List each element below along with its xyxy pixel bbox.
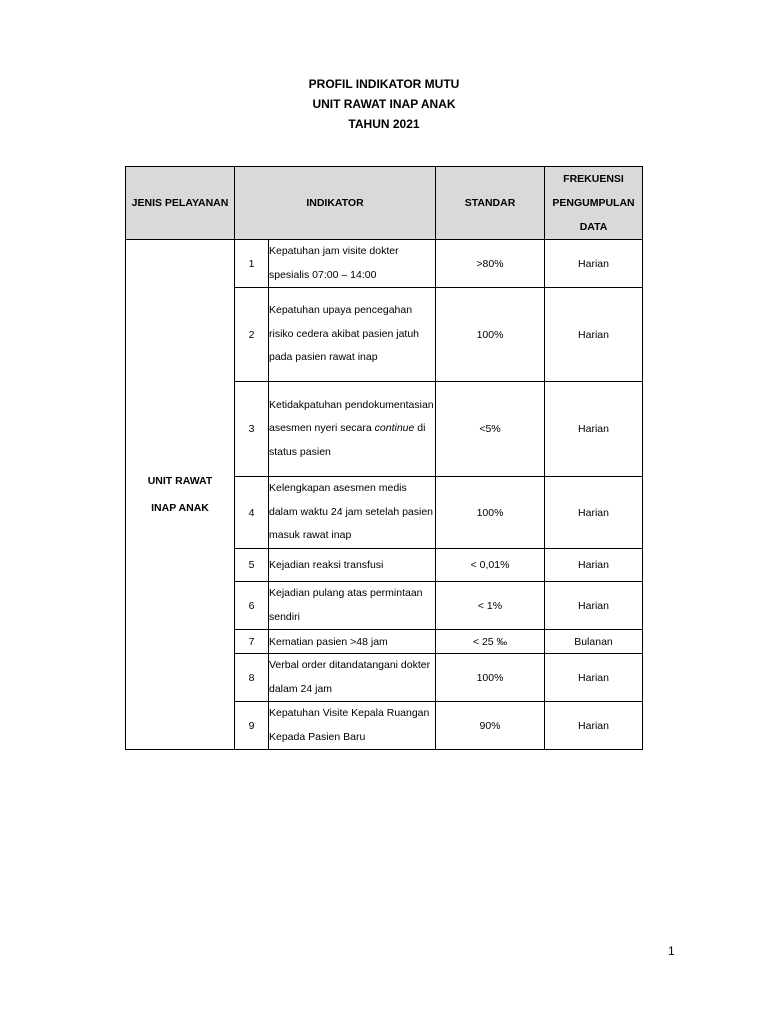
indikator-cell: Kejadian pulang atas permintaan sendiri [269, 582, 436, 630]
title-line-3: TAHUN 2021 [348, 117, 420, 131]
indikator-cell: Kejadian reaksi transfusi [269, 549, 436, 582]
standar-cell: 100% [436, 654, 545, 702]
indicator-table [125, 166, 643, 750]
document-title [0, 74, 768, 134]
title-line-1: PROFIL INDIKATOR MUTU [308, 77, 460, 91]
standar-cell: >80% [436, 240, 545, 288]
indikator-cell: Kelengkapan asesmen medis dalam waktu 24 jam setelah pasien masuk rawat inap [269, 477, 436, 549]
indikator-cell: Kepatuhan Visite Kepala Ruangan Kepada Pasien Baru [269, 702, 436, 750]
row-number: 4 [235, 477, 269, 549]
frekuensi-cell: Harian [545, 549, 643, 582]
frekuensi-cell: Harian [545, 582, 643, 630]
header-jenis-pelayanan: JENIS PELAYANAN [126, 167, 235, 240]
page-number: 1 [668, 944, 675, 958]
standar-cell: 100% [436, 288, 545, 382]
jenis-line-2: INAP ANAK [151, 501, 209, 514]
header-frekuensi-line-1: FREKUENSI [563, 173, 624, 185]
header-frekuensi-line-3: DATA [579, 221, 608, 233]
frekuensi-cell: Harian [545, 240, 643, 288]
indikator-text-italic: continue [374, 422, 415, 435]
row-number: 7 [235, 630, 269, 654]
standar-cell: 90% [436, 702, 545, 750]
indikator-cell: Kepatuhan upaya pencegahan risiko cedera akibat pasien jatuh pada pasien rawat inap [269, 288, 436, 382]
header-indikator: INDIKATOR [235, 167, 436, 240]
indikator-cell: Kepatuhan jam visite dokter spesialis 07:00 – 14:00 [269, 240, 436, 288]
frekuensi-cell: Bulanan [545, 630, 643, 654]
frekuensi-cell: Harian [545, 702, 643, 750]
frekuensi-cell: Harian [545, 654, 643, 702]
indikator-cell [269, 382, 436, 477]
row-number: 9 [235, 702, 269, 750]
indikator-cell: Kematian pasien >48 jam [269, 630, 436, 654]
frekuensi-cell: Harian [545, 288, 643, 382]
frekuensi-cell: Harian [545, 477, 643, 549]
standar-cell: < 1% [436, 582, 545, 630]
title-line-2: UNIT RAWAT INAP ANAK [312, 97, 456, 111]
row-number: 6 [235, 582, 269, 630]
indikator-text-part-2: di status pasien [269, 422, 426, 458]
indikator-cell: Verbal order ditandatangani dokter dalam 24 jam [269, 654, 436, 702]
standar-cell: < 25 ‰ [436, 630, 545, 654]
standar-cell: < 0,01% [436, 549, 545, 582]
table-header-row [126, 167, 643, 240]
row-number: 2 [235, 288, 269, 382]
row-number: 1 [235, 240, 269, 288]
header-frekuensi [545, 167, 643, 240]
standar-cell: <5% [436, 382, 545, 477]
row-number: 5 [235, 549, 269, 582]
row-number: 8 [235, 654, 269, 702]
header-frekuensi-line-2: PENGUMPULAN [552, 197, 635, 209]
row-number: 3 [235, 382, 269, 477]
table-row [126, 240, 643, 288]
header-standar: STANDAR [436, 167, 545, 240]
standar-cell: 100% [436, 477, 545, 549]
indikator-text-part-1: Ketidakpatuhan pendokumentasian asesmen nyeri secara [269, 398, 434, 435]
jenis-pelayanan-cell [126, 240, 235, 750]
frekuensi-cell: Harian [545, 382, 643, 477]
jenis-line-1: UNIT RAWAT [147, 474, 213, 487]
